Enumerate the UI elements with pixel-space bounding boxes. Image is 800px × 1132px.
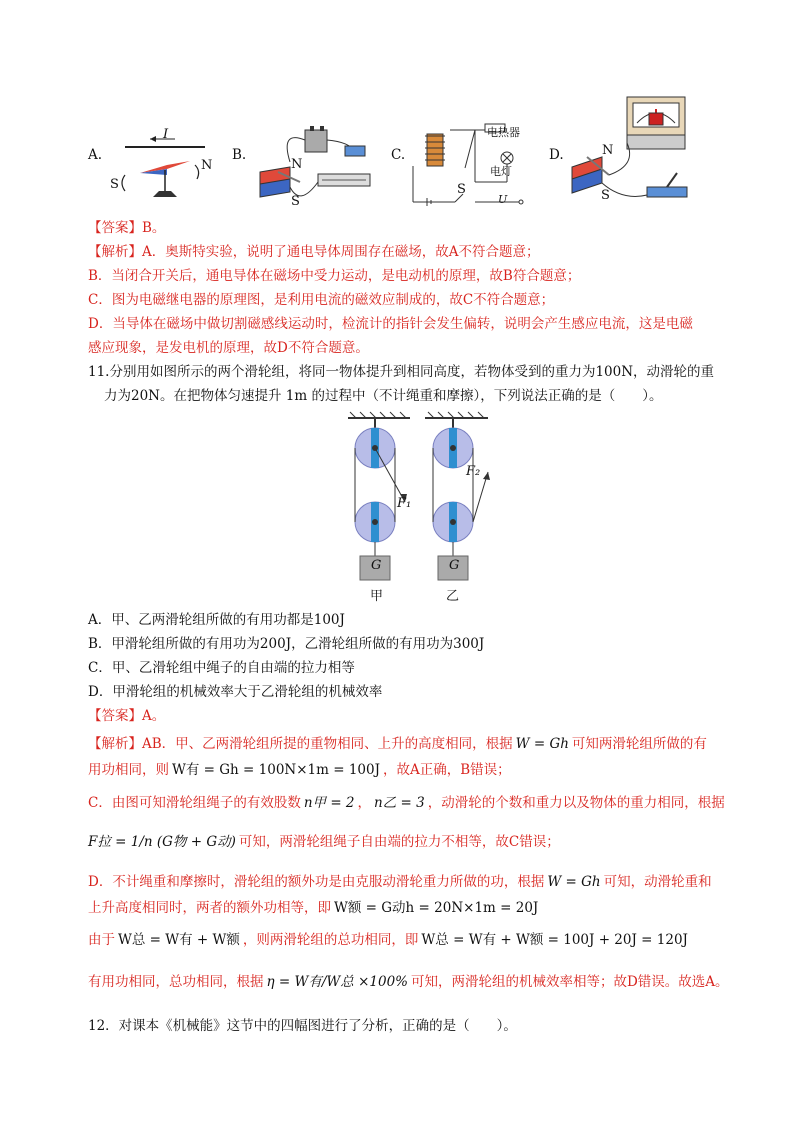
heater-label: 电热器 — [487, 126, 520, 139]
force-label-f1: F₁ — [397, 496, 412, 511]
analysis-text: 【解析】AB．甲、乙两滑轮组所提的重物相同、上升的高度相同，根据 — [88, 736, 513, 752]
analysis-text: 上升高度相同时，两者的额外功相等，即 — [88, 900, 331, 916]
answer-q11: 【答案】A。 — [88, 708, 166, 724]
caption-jia: 甲 — [370, 589, 384, 604]
analysis-q11-line1 — [88, 734, 707, 754]
analysis-text: C．由图可知滑轮组绳子的有效股数 — [88, 795, 301, 811]
analysis-q11-line3: C．由图可知滑轮组绳子的有效股数 n甲 = 2 ， n乙 = 3 ，动滑轮的个数和重力以及物体的重力相同，根据 — [88, 795, 725, 811]
south-label-b: S — [291, 194, 300, 209]
analysis-q10-line1: 【解析】A．奥斯特实验，说明了通电导体周围存在磁场，故A不符合题意； — [88, 244, 540, 260]
q12-stem: 12．对课本《机械能》这节中的四幅图进行了分析，正确的是（ ）。 — [88, 1018, 517, 1034]
formula-useful-work: W有 = Gh = 100N×1m = 100J — [172, 762, 380, 778]
pulley-systems-figure — [340, 410, 500, 590]
formula-pull-force: F拉 = 1/n (G物 + G动) — [88, 834, 236, 850]
voltage-label: U — [498, 193, 508, 206]
analysis-q11-line4 — [88, 832, 560, 852]
current-label: I — [163, 127, 169, 142]
analysis-q10-line5: 感应现象，是发电机的原理，故D不符合题意。 — [88, 340, 369, 356]
analysis-text: D．不计绳重和摩擦时，滑轮组的额外功是由克服动滑轮重力所做的功，根据 — [88, 874, 545, 890]
analysis-text: ，则两滑轮组的总功相同，即 — [242, 932, 419, 948]
analysis-q11-line5 — [88, 872, 712, 892]
south-label-d: S — [601, 188, 610, 203]
analysis-q11-line2 — [88, 760, 511, 780]
caption-yi: 乙 — [446, 589, 460, 604]
formula-efficiency: η = W有/W总 ×100% — [266, 974, 408, 990]
analysis-text: ，故A正确，B错误； — [383, 762, 511, 778]
motor-experiment-figure — [250, 122, 385, 207]
formula-w-gh: W = Gh — [515, 736, 569, 752]
analysis-q10-line2: B．当闭合开关后，通电导体在磁场中受力运动，是电动机的原理，故B符合题意； — [88, 268, 581, 284]
q11-stem-line2: 力为20N。在把物体匀速提升 1m 的过程中（不计绳重和摩擦），下列说法正确的是（ ）。 — [104, 388, 663, 404]
north-label-d: N — [602, 143, 614, 158]
analysis-text: 用功相同，则 — [88, 762, 169, 778]
q11-option-c: C．甲、乙滑轮组中绳子的自由端的拉力相等 — [88, 660, 355, 676]
lamp-label: 电灯 — [490, 165, 512, 178]
weight-label-jia: G — [371, 558, 382, 573]
analysis-text: 可知，两滑轮组的机械效率相等；故D错误。故选A。 — [410, 974, 729, 990]
analysis-text: 可知两滑轮组所做的有 — [571, 736, 707, 752]
switch-label-c: S — [457, 182, 466, 197]
q11-stem-line1: 11.分别用如图所示的两个滑轮组，将同一物体提升到相同高度，若物体受到的重力为100N，动滑轮的重 — [88, 364, 715, 380]
south-label-a: S — [110, 177, 119, 192]
option-b-label: B. — [232, 147, 247, 163]
formula-extra-work: W额 = G动h = 20N×1m = 20J — [334, 900, 539, 916]
formula-total-work-value: W总 = W有 + W额 = 100J + 20J = 120J — [421, 932, 688, 948]
north-label-a: N — [201, 158, 213, 173]
weight-label-yi: G — [449, 558, 460, 573]
q11-option-a: A．甲、乙两滑轮组所做的有用功都是100J — [88, 612, 345, 628]
formula-n-yi: n乙 = 3 — [374, 795, 425, 811]
analysis-text: ，动滑轮的个数和重力以及物体的重力相同，根据 — [427, 795, 725, 811]
analysis-q11-line7 — [88, 930, 688, 950]
formula-total-work: W总 = W有 + W额 — [118, 932, 240, 948]
q11-option-d: D．甲滑轮组的机械效率大于乙滑轮组的机械效率 — [88, 684, 383, 700]
oersted-figure — [105, 125, 215, 205]
analysis-text: 由于 — [88, 932, 115, 948]
answer-q10: 【答案】B。 — [88, 220, 166, 236]
formula-w-gh-2: W = Gh — [547, 874, 601, 890]
analysis-text: 有用功相同，总功相同，根据 — [88, 974, 264, 990]
force-label-f2: F₂ — [466, 464, 481, 479]
formula-n-jia: n甲 = 2 — [303, 795, 355, 811]
analysis-q11-line8 — [88, 972, 729, 992]
q11-option-b: B．甲滑轮组所做的有用功为200J，乙滑轮组所做的有用功为300J — [88, 636, 485, 652]
option-c-label: C. — [391, 147, 406, 163]
option-a-label: A. — [88, 147, 103, 163]
north-label-b: N — [291, 157, 303, 172]
analysis-q10-line3: C．图为电磁继电器的原理图，是利用电流的磁效应制成的，故C不符合题意； — [88, 292, 555, 308]
analysis-text: 可知，两滑轮组绳子自由端的拉力不相等，故C错误； — [238, 834, 560, 850]
analysis-text: 可知，动滑轮重和 — [603, 874, 712, 890]
generator-experiment-figure — [567, 95, 692, 210]
analysis-q11-line6 — [88, 898, 538, 918]
analysis-q10-line4: D．当导体在磁场中做切割磁感线运动时，检流计的指针会发生偏转，说明会产生感应电流，这是电磁 — [88, 316, 693, 332]
option-d-label: D. — [549, 147, 564, 163]
